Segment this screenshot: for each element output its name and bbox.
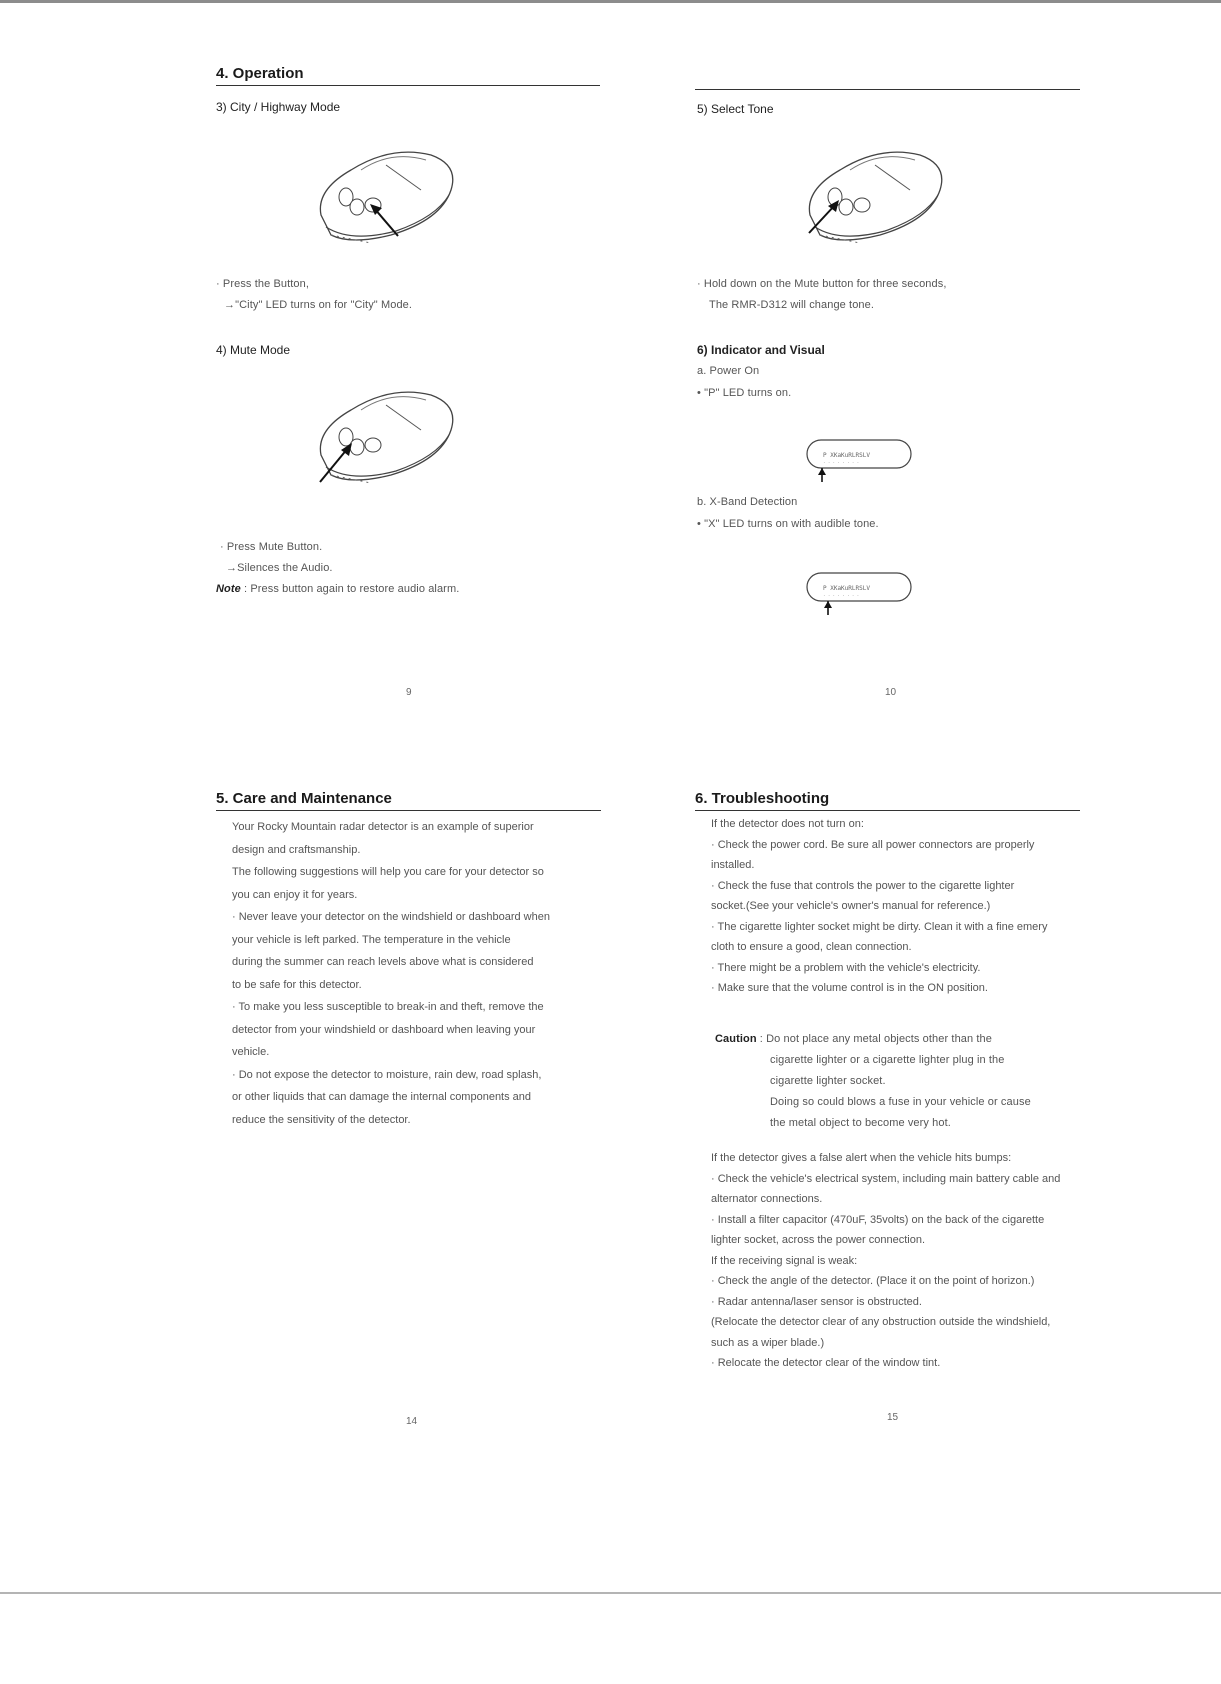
indicator-heading: 6) Indicator and Visual — [697, 343, 825, 357]
trouble-line: installed. — [711, 859, 755, 871]
city-step-2: →"City" LED turns on for "City" Mode. — [224, 299, 413, 311]
arrow-icon — [316, 440, 356, 485]
header-rule — [695, 65, 1080, 90]
care-line: detector from your windshield or dashboard when leaving your — [232, 1023, 536, 1036]
care-line: to be safe for this detector. — [232, 978, 362, 991]
trouble-line: (Relocate the detector clear of any obstruction outside the windshield, — [711, 1316, 1051, 1328]
trouble-line: · Check the vehicle's electrical system, including main battery cable and — [711, 1172, 1061, 1185]
page-number: 10 — [885, 687, 897, 698]
page-number: 14 — [406, 1416, 418, 1427]
caution-line — [715, 1033, 992, 1045]
arrow-icon — [366, 200, 406, 240]
page-number: 9 — [406, 687, 412, 698]
caution-label: Caution — [715, 1033, 757, 1045]
care-body — [232, 816, 600, 1131]
care-line: design and craftsmanship. — [232, 843, 361, 856]
trouble-line: · Check the fuse that controls the power to the cigarette lighter — [711, 879, 1015, 892]
trouble-block-1 — [711, 814, 1083, 999]
trouble-line: cloth to ensure a good, clean connection. — [711, 941, 912, 953]
svg-text:. . . . . . . .: . . . . . . . . — [823, 459, 860, 464]
svg-text:P XKaKuRLRSLV: P XKaKuRLRSLV — [823, 585, 870, 592]
page-14 — [216, 790, 601, 1430]
section-title-troubleshooting: 6. Troubleshooting — [695, 790, 1080, 811]
trouble-block-2 — [711, 1148, 1083, 1374]
trouble-line: · There might be a problem with the vehicle's electricity. — [711, 961, 981, 974]
scan-bottom-rule — [0, 1592, 1221, 1594]
care-line: reduce the sensitivity of the detector. — [232, 1113, 411, 1126]
caution-line: the metal object to become very hot. — [770, 1117, 951, 1129]
x-band-line: • "X" LED turns on with audible tone. — [697, 518, 879, 530]
trouble-line: If the detector gives a false alert when the vehicle hits bumps: — [711, 1152, 1012, 1164]
svg-text:P XKaKuRLRSLV: P XKaKuRLRSLV — [823, 452, 870, 459]
tone-step-1: · Hold down on the Mute button for three seconds, — [697, 278, 947, 290]
tone-step-2: The RMR-D312 will change tone. — [709, 299, 875, 311]
scan-top-rule — [0, 0, 1221, 3]
page-15 — [695, 790, 1080, 1430]
svg-text:. . . . . . . .: . . . . . . . . — [823, 592, 860, 597]
caution-text: : Do not place any metal objects other than the — [759, 1033, 992, 1045]
page-9 — [216, 65, 600, 705]
trouble-line: · Check the angle of the detector. (Place it on the point of horizon.) — [711, 1275, 1035, 1287]
care-line: during the summer can reach levels above what is considered — [232, 956, 534, 968]
trouble-line: · The cigarette lighter socket might be dirty. Clean it with a fine emery — [711, 920, 1048, 933]
care-line: · Do not expose the detector to moisture, rain dew, road splash, — [232, 1068, 542, 1081]
section-title-operation: 4. Operation — [216, 65, 600, 86]
led-panel-icon — [805, 438, 915, 486]
mute-note — [216, 583, 459, 595]
trouble-line: If the receiving signal is weak: — [711, 1254, 858, 1267]
care-line: · To make you less susceptible to break-in and theft, remove the — [232, 1001, 544, 1013]
trouble-line: such as a wiper blade.) — [711, 1336, 825, 1349]
note-text: : Press button again to restore audio alarm. — [244, 583, 460, 595]
trouble-line: · Check the power cord. Be sure all power connectors are properly — [711, 838, 1035, 851]
care-line: or other liquids that can damage the internal components and — [232, 1091, 532, 1103]
trouble-line: · Make sure that the volume control is in the ON position. — [711, 982, 988, 994]
x-band-label: b. X-Band Detection — [697, 496, 798, 508]
trouble-line: · Install a filter capacitor (470uF, 35volts) on the back of the cigarette — [711, 1213, 1045, 1226]
caution-line: cigarette lighter socket. — [770, 1075, 886, 1087]
radar-detector-icon — [800, 135, 950, 255]
trouble-line: · Relocate the detector clear of the window tint. — [711, 1357, 941, 1369]
caution-line: Doing so could blows a fuse in your vehicle or cause — [770, 1096, 1031, 1108]
trouble-line: lighter socket, across the power connection. — [711, 1234, 926, 1246]
trouble-line: alternator connections. — [711, 1193, 823, 1205]
power-on-line: • "P" LED turns on. — [697, 387, 792, 399]
care-line: · Never leave your detector on the windshield or dashboard when — [232, 911, 550, 923]
trouble-line: If the detector does not turn on: — [711, 818, 864, 830]
mute-step-2: →Silences the Audio. — [226, 562, 333, 574]
mute-step-1: · Press Mute Button. — [220, 541, 323, 553]
power-on-label: a. Power On — [697, 365, 760, 377]
care-line: The following suggestions will help you care for your detector so — [232, 866, 544, 878]
trouble-line: socket.(See your vehicle's owner's manual for reference.) — [711, 900, 991, 912]
trouble-line: · Radar antenna/laser sensor is obstructed. — [711, 1295, 922, 1308]
city-step-1: · Press the Button, — [216, 278, 309, 290]
select-tone-heading: 5) Select Tone — [697, 102, 774, 116]
led-panel-icon — [805, 571, 915, 619]
caution-line: cigarette lighter or a cigarette lighter plug in the — [770, 1054, 1005, 1066]
care-line: your vehicle is left parked. The temperature in the vehicle — [232, 933, 511, 946]
page-10 — [695, 65, 1080, 705]
city-highway-heading: 3) City / Highway Mode — [216, 100, 341, 114]
care-line: you can enjoy it for years. — [232, 888, 358, 901]
care-line: vehicle. — [232, 1046, 270, 1058]
mute-mode-heading: 4) Mute Mode — [216, 343, 291, 357]
page-number: 15 — [887, 1412, 899, 1423]
arrow-icon — [805, 197, 845, 237]
section-title-care: 5. Care and Maintenance — [216, 790, 601, 811]
care-line: Your Rocky Mountain radar detector is an example of superior — [232, 821, 534, 833]
note-label: Note — [216, 583, 241, 595]
